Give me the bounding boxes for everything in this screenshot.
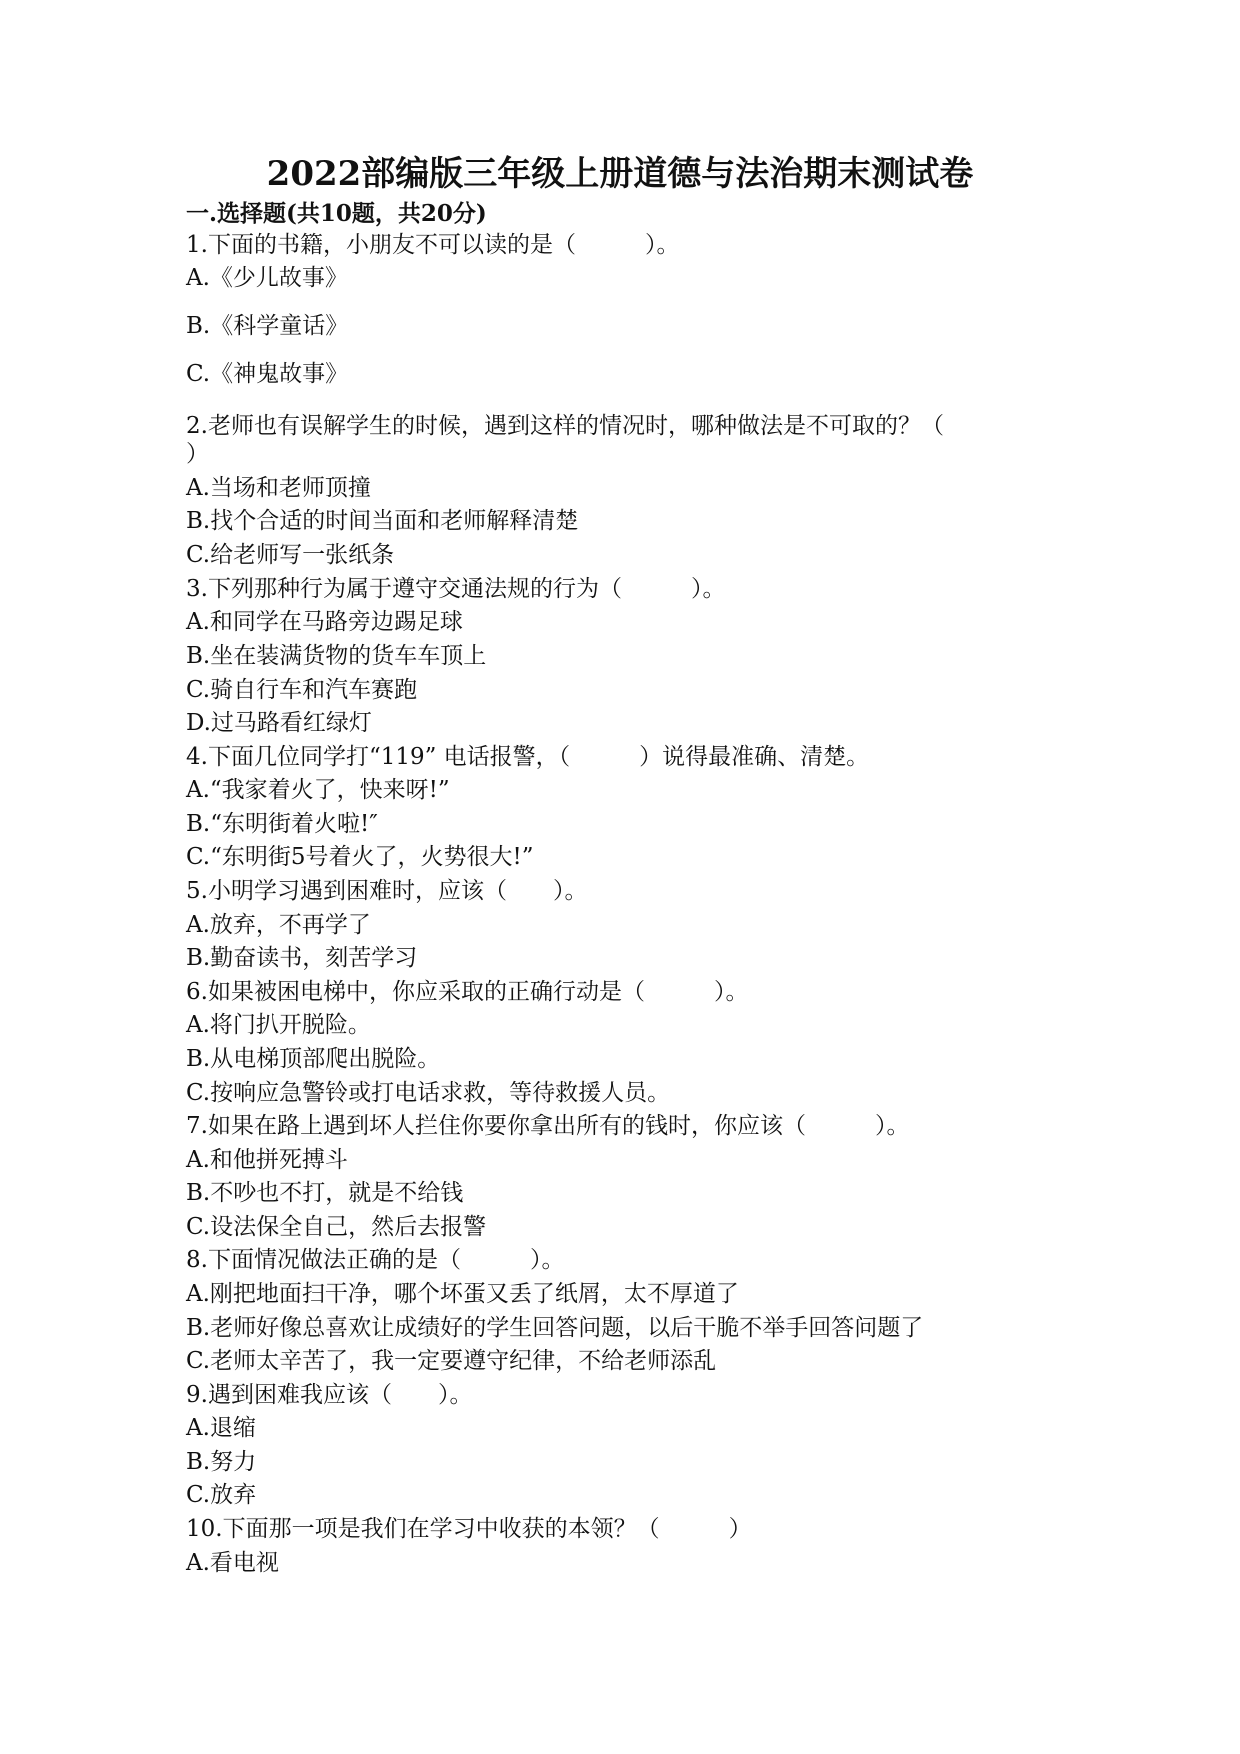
question-stem: 7.如果在路上遇到坏人拦住你要你拿出所有的钱时，你应该（ ）。 [186,1113,910,1139]
question-stem: 10.下面那一项是我们在学习中收获的本领？（ ） [186,1516,752,1542]
question-option: C.《神鬼故事》 [186,361,349,387]
question-option: B.《科学童话》 [186,313,349,339]
question-option: C.骑自行车和汽车赛跑 [186,677,418,703]
question-option: C.放弃 [186,1482,257,1508]
question-stem: 4.下面几位同学打“119” 电话报警，（ ）说得最准确、清楚。 [186,744,870,770]
question-option: A.当场和老师顶撞 [186,475,371,501]
question-option: B.找个合适的时间当面和老师解释清楚 [186,508,579,534]
question-stem: 3.下列那种行为属于遵守交通法规的行为（ ）。 [186,576,726,602]
question-option: B.不吵也不打，就是不给钱 [186,1180,464,1206]
question-option: B.努力 [186,1449,257,1475]
question-option: A.《少儿故事》 [186,265,348,291]
page-title: 2022部编版三年级上册道德与法治期末测试卷 [266,154,974,194]
question-stem: 8.下面情况做法正确的是（ ）。 [186,1247,565,1273]
question-option: C.按响应急警铃或打电话求救，等待救援人员。 [186,1080,671,1106]
question-stem: 9.遇到困难我应该（ ）。 [186,1382,473,1408]
question-stem: 6.如果被困电梯中，你应采取的正确行动是（ ）。 [186,979,749,1005]
question-option: C.老师太辛苦了，我一定要遵守纪律，不给老师添乱 [186,1348,717,1374]
question-option: A.退缩 [186,1415,256,1441]
question-option: C.设法保全自己，然后去报警 [186,1214,487,1240]
question-stem-continuation: ） [186,441,209,467]
question-option: A.放弃，不再学了 [186,912,371,938]
question-option: A.看电视 [186,1550,279,1576]
question-option: A.将门扒开脱险。 [186,1012,371,1038]
question-option: C.给老师写一张纸条 [186,542,395,568]
section-heading: 一.选择题(共10题，共20分) [186,200,487,227]
question-option: C.“东明街5号着火了，火势很大!” [186,844,534,870]
question-option: B.老师好像总喜欢让成绩好的学生回答问题，以后干脆不举手回答问题了 [186,1315,924,1341]
question-option: D.过马路看红绿灯 [186,710,372,736]
question-option: B.从电梯顶部爬出脱险。 [186,1046,441,1072]
question-option: B.“东明街着火啦!″ [186,811,378,837]
question-option: B.勤奋读书，刻苦学习 [186,945,418,971]
question-stem: 2.老师也有误解学生的时候，遇到这样的情况时，哪种做法是不可取的？（ [186,413,944,439]
question-option: B.坐在装满货物的货车车顶上 [186,643,487,669]
question-option: A.和同学在马路旁边踢足球 [186,609,463,635]
question-stem: 5.小明学习遇到困难时，应该（ ）。 [186,878,588,904]
question-stem: 1.下面的书籍，小朋友不可以读的是（ ）。 [186,232,680,258]
question-option: A.“我家着火了，快来呀!” [186,777,450,803]
question-option: A.和他拼死搏斗 [186,1147,348,1173]
question-option: A.刚把地面扫干净，哪个坏蛋又丢了纸屑，太不厚道了 [186,1281,739,1307]
